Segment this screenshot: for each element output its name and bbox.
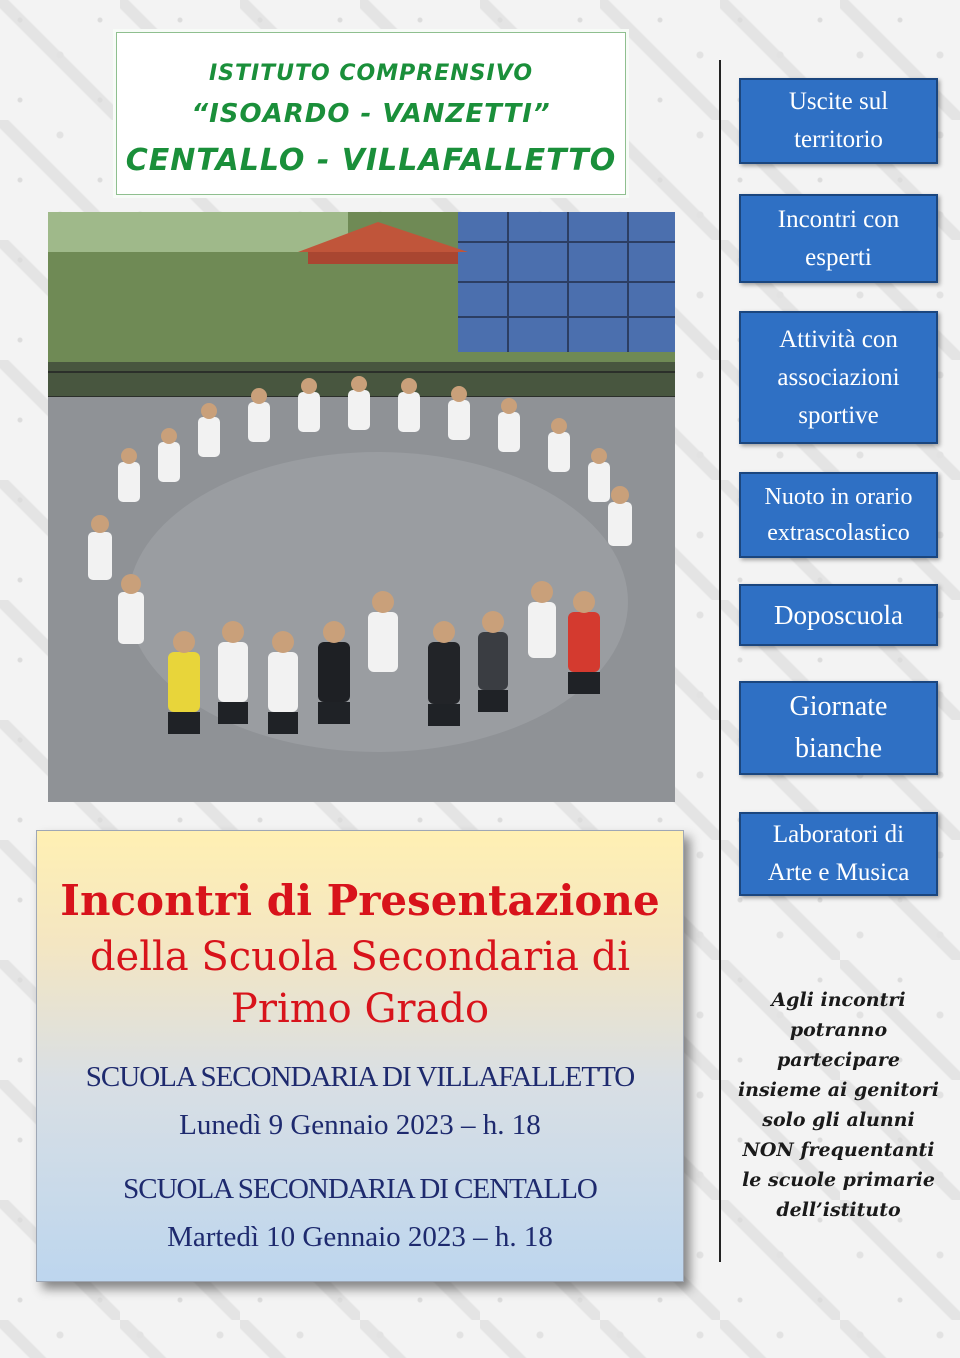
event-date-centallo: Martedì 10 Gennaio 2023 – h. 18 — [167, 1221, 553, 1253]
presentation-subtitle-line2: Primo Grado — [230, 986, 490, 1032]
event-school-villafalletto: SCUOLA SECONDARIA DI VILLAFALLETTO — [85, 1061, 635, 1093]
sidebar-item-label: Doposcuola — [774, 600, 903, 630]
photo-illustration — [48, 212, 675, 802]
event-date-villafalletto: Lunedì 9 Gennaio 2023 – h. 18 — [179, 1109, 541, 1141]
sidebar-item-label: Giornate bianche — [789, 691, 888, 764]
school-header — [116, 32, 626, 195]
sidebar-item-label: Laboratori di Arte e Musica — [767, 821, 910, 886]
event-school-centallo: SCUOLA SECONDARIA DI CENTALLO — [123, 1173, 597, 1205]
presentation-subtitle — [37, 931, 683, 1035]
header-towns: CENTALLO - VILLAFALLETTO — [125, 143, 617, 178]
sidebar-item-uscite[interactable] — [739, 78, 938, 164]
sidebar-item-laboratori[interactable] — [739, 812, 938, 896]
sidebar-item-label: Attività con associazioni sportive — [777, 325, 900, 429]
participation-note: Agli incontri potranno partecipare insieme ai genitori solo gli alunni NON frequentanti le scuole primarie dell’istituto — [737, 989, 940, 1221]
sidebar-item-giornate-bianche[interactable] — [739, 681, 938, 775]
sidebar-item-nuoto[interactable] — [739, 472, 938, 558]
vertical-divider — [719, 60, 721, 1262]
sidebar-item-attivita-sportive[interactable] — [739, 311, 938, 444]
sidebar-item-label: Incontri con esperti — [777, 205, 900, 271]
presentation-box — [36, 830, 684, 1282]
students-circle-photo — [48, 212, 675, 802]
sidebar-item-label: Nuoto in orario extrascolastico — [764, 484, 913, 546]
sidebar-item-label: Uscite sul territorio — [788, 88, 889, 153]
presentation-title: Incontri di Presentazione — [60, 876, 660, 925]
header-institute-name: “ISOARDO - VANZETTI” — [191, 99, 551, 129]
sidebar-item-doposcuola[interactable] — [739, 584, 938, 646]
presentation-subtitle-line1: della Scuola Secondaria di — [89, 934, 631, 980]
sidebar-item-incontri-esperti[interactable] — [739, 194, 938, 283]
header-institute-type: ISTITUTO COMPRENSIVO — [208, 61, 534, 86]
